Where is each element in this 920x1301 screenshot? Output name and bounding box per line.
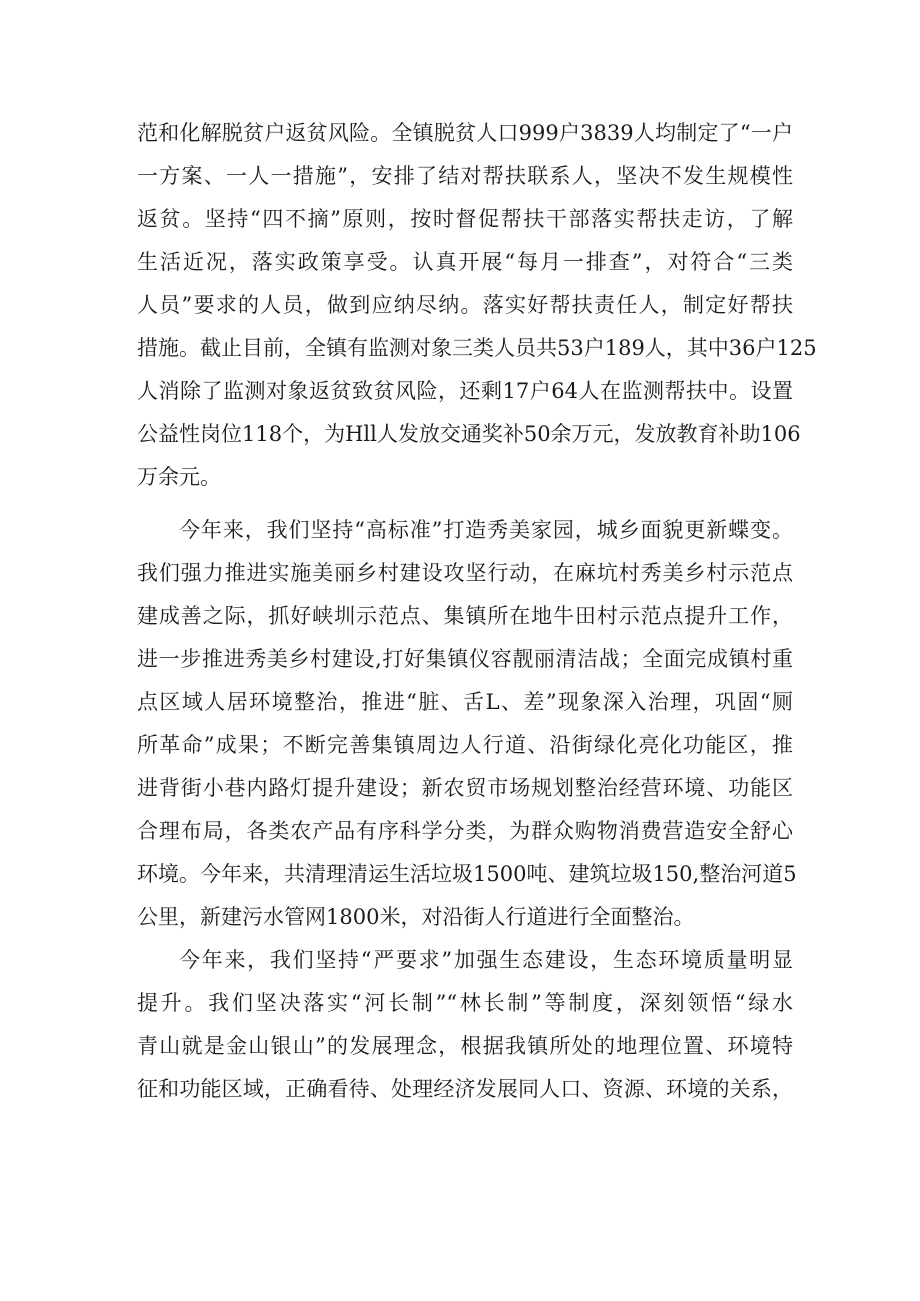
paragraph-beautiful-homes	[137, 509, 797, 939]
text-line: 人消除了监测对象返贫致贫风险，还剩17户64人在监测帮扶中。设置	[137, 379, 793, 403]
text-line: 建成善之际，抓好峡圳示范点、集镇所在地牛田村示范点提升工作，	[137, 604, 793, 628]
text-line: 点区域人居环境整治，推进“脏、舌L、差”现象深入治理，巩固“厕	[137, 690, 793, 714]
text-line: 公里，新建污水管网1800米，对沿街人行道进行全面整治。	[137, 905, 695, 929]
text-line: 生活近况，落实政策享受。认真开展“每月一排查”，对符合“三类	[137, 250, 793, 274]
text-line: 措施。截止目前，全镇有监测对象三类人员共53户189人，其中36户125	[137, 336, 817, 360]
document-body	[137, 112, 817, 1111]
text-line: 人员”要求的人员，做到应纳尽纳。落实好帮扶责任人，制定好帮扶	[137, 293, 793, 317]
text-line: 我们强力推进实施美丽乡村建设攻坚行动，在麻坑村秀美乡村示范点	[137, 561, 793, 585]
text-line: 进背街小巷内路灯提升建设；新农贸市场规划整治经营环境、功能区	[137, 776, 793, 800]
text-line: 征和功能区域，正确看待、处理经济发展同人口、资源、环境的关系，	[137, 1077, 793, 1101]
text-line: 进一步推进秀美乡村建设,打好集镇仪容靓丽清洁战；全面完成镇村重	[137, 647, 793, 671]
text-line: 范和化解脱贫户返贫风险。全镇脱贫人口999户3839人均制定了“一户	[137, 121, 793, 145]
text-line: 公益性岗位118个，为Hll人发放交通奖补50余万元，发放教育补助106	[137, 422, 801, 446]
text-line: 万余元。	[137, 465, 221, 489]
paragraph-poverty-monitoring	[137, 112, 817, 499]
paragraph-ecology	[137, 939, 793, 1111]
text-line: 返贫。坚持“四不摘”原则，按时督促帮扶干部落实帮扶走访，了解	[137, 207, 793, 231]
text-line: 环境。今年来，共清理清运生活垃圾1500吨、建筑垃圾150,整治河道5	[137, 862, 797, 886]
text-line: 青山就是金山银山”的发展理念，根据我镇所处的地理位置、环境特	[137, 1034, 793, 1058]
text-line: 今年来，我们坚持“高标准”打造秀美家园，城乡面貌更新蝶变。	[179, 518, 793, 542]
text-line: 提升。我们坚决落实“河长制”“林长制”等制度，深刻领悟“绿水	[137, 991, 793, 1015]
text-line: 一方案、一人一措施”，安排了结对帮扶联系人，坚决不发生规模性	[137, 164, 793, 188]
text-line: 所革命”成果；不断完善集镇周边人行道、沿街绿化亮化功能区，推	[137, 733, 793, 757]
text-line: 今年来，我们坚持“严要求”加强生态建设，生态环境质量明显	[179, 948, 793, 972]
text-line: 合理布局，各类农产品有序科学分类，为群众购物消费营造安全舒心	[137, 819, 793, 843]
